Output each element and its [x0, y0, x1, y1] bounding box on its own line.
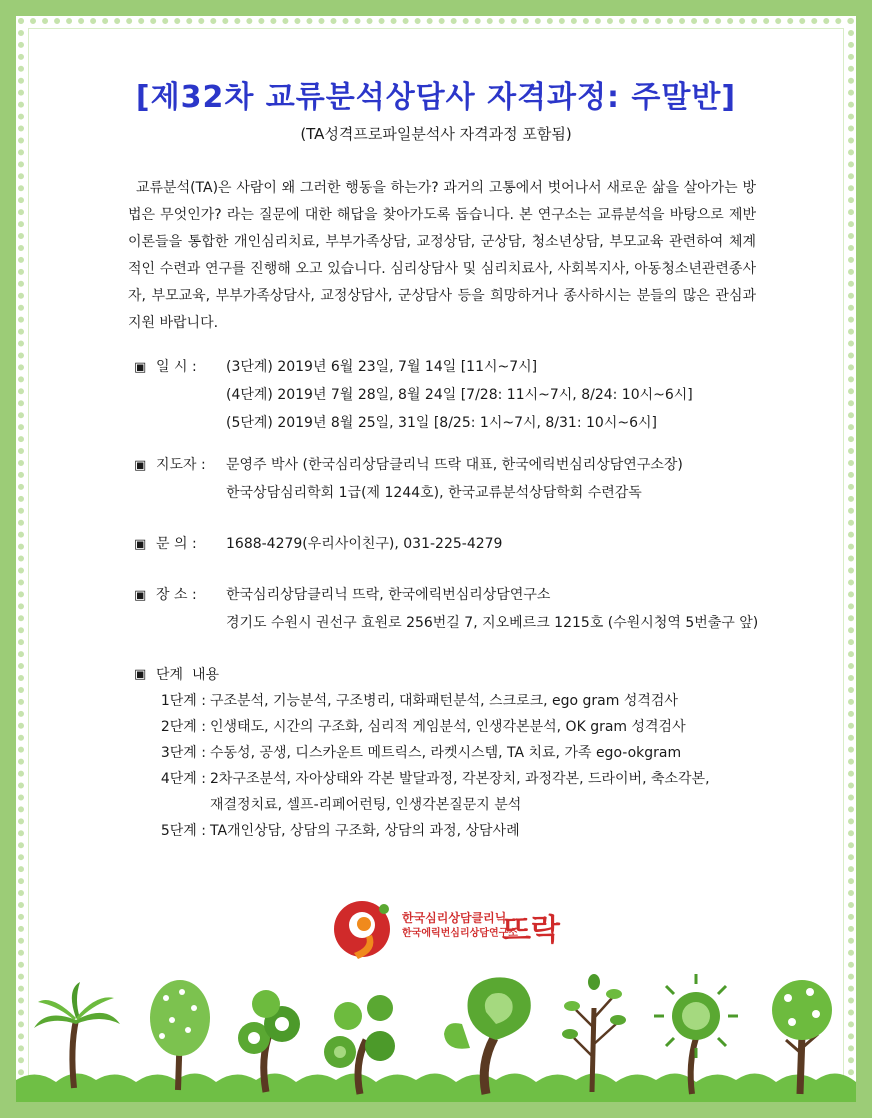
stage-row: [134, 740, 794, 766]
inquiry-section: [134, 530, 774, 558]
stages-section: [134, 662, 794, 844]
inquiry-label: 문 의 :: [156, 536, 197, 552]
stage-row: [134, 714, 794, 740]
schedule-line: (3단계) 2019년 6월 23일, 7월 14일 [11시~7시]: [226, 359, 538, 375]
stage-text: 2차구조분석, 자아상태와 각본 발달과정, 각본장치, 과정각본, 드라이버, 축소각본,: [210, 771, 710, 787]
stage-text: 구조분석, 기능분석, 구조병리, 대화패턴분석, 스크로크, ego gram 성격검사: [210, 693, 678, 709]
inquiry-value: 1688-4279(우리사이친구), 031-225-4279: [226, 536, 503, 552]
stage-label: 5단계 :: [160, 823, 206, 839]
venue-line: 한국심리상담클리닉 뜨락, 한국에릭번심리상담연구소: [226, 587, 551, 603]
bullet-marker: ▣: [134, 667, 147, 682]
schedule-section: [134, 353, 774, 437]
logo-line-2: 한국에릭번심리상담연구소: [402, 928, 518, 939]
instructor-section: [134, 451, 774, 507]
stage-label: 3단계 :: [160, 745, 206, 761]
tree-icon: [34, 982, 120, 1088]
schedule-line: (5단계) 2019년 8월 25일, 31일 [8/25: 1시~7시, 8/31: 10시~6시]: [226, 415, 657, 431]
stage-text: 재결정치료, 셀프-리페어런팅, 인생각본질문지 분석: [210, 797, 522, 813]
page-subtitle: (TA성격프로파일분석사 자격과정 포함됨): [300, 125, 572, 143]
bullet-marker: ▣: [134, 588, 147, 603]
instructor-label: 지도자 :: [156, 457, 206, 473]
venue-section: [134, 581, 774, 637]
logo-text: [402, 911, 518, 941]
logo-line-1: 한국심리상담클리닉: [402, 911, 507, 925]
tree-icon: [150, 980, 210, 1090]
logo-brand: 뜨락: [502, 913, 560, 948]
stage-text: 인생태도, 시간의 구조화, 심리적 게임분석, 인생각본분석, OK gram 성격검사: [210, 719, 686, 735]
stage-row: [134, 766, 794, 792]
instructor-line: 한국상담심리학회 1급(제 1244호), 한국교류분석상담학회 수련감독: [226, 485, 642, 501]
bullet-marker: ▣: [134, 360, 147, 375]
tree-icon: [562, 974, 626, 1092]
stage-text: 수동성, 공생, 디스카운트 메트릭스, 라켓시스템, TA 치료, 가족 ego-okgram: [210, 745, 682, 761]
stage-label: 1단계 :: [160, 693, 206, 709]
stage-label: 4단계 :: [160, 771, 206, 787]
stages-heading: 단계 내용: [156, 667, 219, 683]
stage-label: [134, 792, 210, 818]
bullet-marker: ▣: [134, 537, 147, 552]
schedule-label: 일 시 :: [156, 359, 197, 375]
instructor-line: 문영주 박사 (한국심리상담클리닉 뜨락 대표, 한국에릭번심리상담연구소장): [226, 457, 683, 473]
clinic-logo: [332, 895, 592, 965]
venue-label: 장 소 :: [156, 587, 197, 603]
schedule-line: (4단계) 2019년 7월 28일, 8월 24일 [7/28: 11시~7시, 8/24: 10시~6시]: [226, 387, 693, 403]
logo-mark-icon: [332, 895, 400, 965]
decorative-trees-illustration: [16, 968, 856, 1102]
stage-text: TA개인상담, 상담의 구조화, 상담의 과정, 상담사례: [210, 823, 520, 839]
intro-paragraph: 교류분석(TA)은 사람이 왜 그러한 행동을 하는가? 과거의 고통에서 벗어나서 새로운 삶을 살아가는 방법은 무엇인가? 라는 질문에 대한 해답을 찾아가도록 돕습니다. 본 연구소는 교류분석을 바탕으로 제반 이론들을 통합한 개인심리치료, 부부가족상담, 교정상담, 군상담, 청소년상담, 부모교육 관련하여 체계적인 수련과 연구를 진행해 오고 있습니다. 심리상담사 및 심리치료사, 사회복지사, 아동청소년관련종사자, 부모교육, 부부가족상담사, 교정상담사, 군상담사 등을 희망하거나 종사하시는 분들의 많은 관심과 지원 바랍니다.: [128, 180, 756, 331]
bullet-marker: ▣: [134, 458, 147, 473]
page-title: [제32차 교류분석상담사 자격과정: 주말반]: [135, 80, 737, 115]
venue-line: 경기도 수원시 권선구 효원로 256번길 7, 지오베르크 1215호 (수원시청역 5번출구 앞): [226, 615, 759, 631]
stage-row: [134, 688, 794, 714]
stage-label: 2단계 :: [160, 719, 206, 735]
stage-row: [134, 818, 794, 844]
stage-row-continued: [134, 792, 794, 818]
